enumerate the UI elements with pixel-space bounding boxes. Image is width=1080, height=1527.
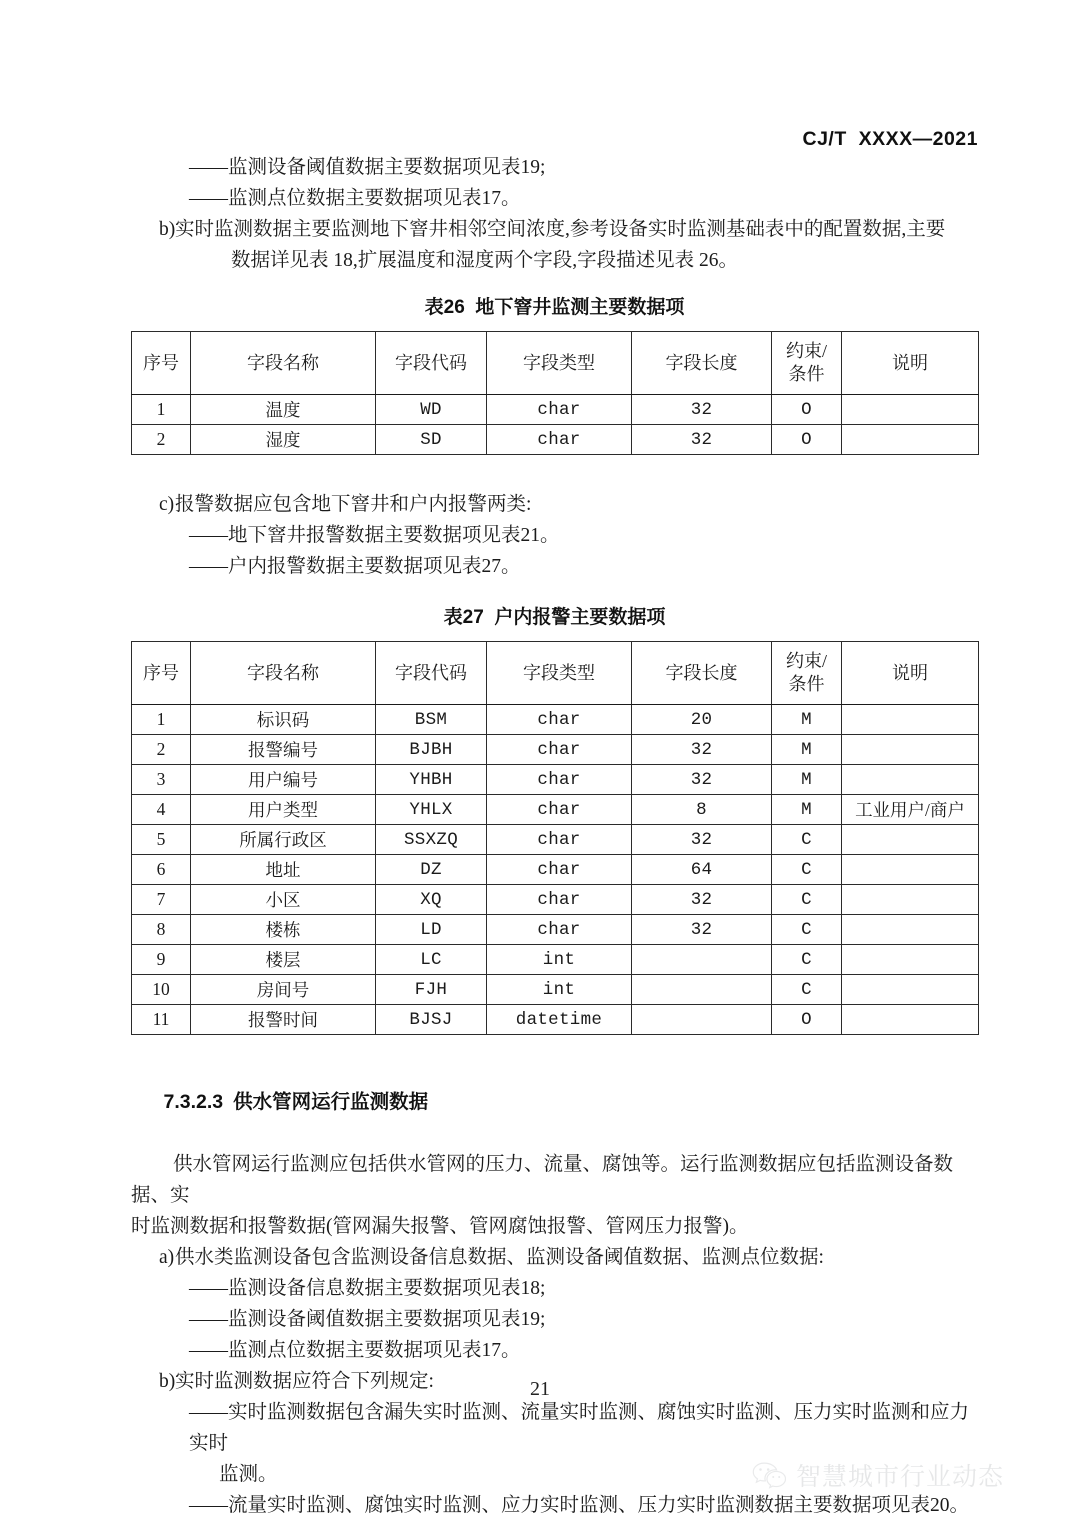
cell-code: LD bbox=[376, 915, 487, 945]
column-header-type: 字段类型 bbox=[487, 332, 632, 395]
cell-constraint: M bbox=[772, 705, 842, 735]
column-header-type: 字段类型 bbox=[487, 642, 632, 705]
list-item: ——监测设备阈值数据主要数据项见表19; bbox=[189, 157, 546, 178]
cell-type: char bbox=[487, 795, 632, 825]
page-content bbox=[131, 152, 978, 1521]
table26-header-row bbox=[132, 332, 979, 395]
table-row bbox=[132, 975, 979, 1005]
cell-seq: 6 bbox=[132, 855, 191, 885]
cell-desc bbox=[842, 855, 979, 885]
cell-name: 标识码 bbox=[191, 705, 376, 735]
cell-length: 32 bbox=[632, 885, 772, 915]
cell-length: 64 bbox=[632, 855, 772, 885]
column-header-name: 字段名称 bbox=[191, 642, 376, 705]
table26-body bbox=[132, 395, 979, 455]
cell-name: 小区 bbox=[191, 885, 376, 915]
cell-desc bbox=[842, 945, 979, 975]
cell-seq: 4 bbox=[132, 795, 191, 825]
table-row bbox=[132, 705, 979, 735]
table-row bbox=[132, 735, 979, 765]
cell-desc bbox=[842, 705, 979, 735]
list-item: ——户内报警数据主要数据项见表27。 bbox=[189, 556, 521, 577]
list-item-text: 报警数据应包含地下窨井和户内报警两类: bbox=[175, 494, 532, 515]
list-item-text: 实时监测数据主要监测地下窨井相邻空间浓度,参考设备实时监测基础表中的配置数据,主要 bbox=[175, 219, 946, 240]
list-item: ——地下窨井报警数据主要数据项见表21。 bbox=[189, 525, 560, 546]
table-row bbox=[132, 425, 979, 455]
table-row bbox=[132, 1005, 979, 1035]
table26-caption: 表26 地下窨井监测主要数据项 bbox=[424, 297, 685, 318]
table26 bbox=[131, 331, 979, 455]
table-row bbox=[132, 885, 979, 915]
cell-seq: 5 bbox=[132, 825, 191, 855]
cell-desc: 工业用户/商户 bbox=[842, 795, 979, 825]
column-header-seq: 序号 bbox=[132, 332, 191, 395]
cell-constraint: C bbox=[772, 855, 842, 885]
cell-desc bbox=[842, 765, 979, 795]
list-item-text: 实时监测数据应符合下列规定: bbox=[175, 1371, 434, 1392]
cell-type: char bbox=[487, 395, 632, 425]
cell-type: char bbox=[487, 825, 632, 855]
constraint-label-line2: 条件 bbox=[788, 674, 825, 694]
cell-name: 房间号 bbox=[191, 975, 376, 1005]
cell-name: 报警编号 bbox=[191, 735, 376, 765]
cell-code: DZ bbox=[376, 855, 487, 885]
column-header-constraint bbox=[772, 642, 842, 705]
cell-constraint: M bbox=[772, 765, 842, 795]
cell-length: 32 bbox=[632, 825, 772, 855]
column-header-desc: 说明 bbox=[842, 642, 979, 705]
list-item-cont: 监测。 bbox=[219, 1464, 278, 1485]
table27 bbox=[131, 641, 979, 1035]
cell-type: char bbox=[487, 705, 632, 735]
cell-seq: 1 bbox=[132, 395, 191, 425]
constraint-label-line2: 条件 bbox=[788, 364, 825, 384]
column-header-name: 字段名称 bbox=[191, 332, 376, 395]
cell-desc bbox=[842, 735, 979, 765]
cell-constraint: C bbox=[772, 975, 842, 1005]
cell-name: 用户编号 bbox=[191, 765, 376, 795]
list-marker: b) bbox=[159, 219, 176, 240]
table-row bbox=[132, 795, 979, 825]
cell-length: 32 bbox=[632, 395, 772, 425]
list-item-b-cont: 数据详见表 18,扩展温度和湿度两个字段,字段描述见表 26。 bbox=[231, 250, 739, 271]
table27-body bbox=[132, 705, 979, 1035]
cell-name: 报警时间 bbox=[191, 1005, 376, 1035]
cell-length bbox=[632, 1005, 772, 1035]
cell-type: char bbox=[487, 915, 632, 945]
cell-type: int bbox=[487, 975, 632, 1005]
list-item: ——监测点位数据主要数据项见表17。 bbox=[189, 1340, 521, 1361]
cell-code: BJBH bbox=[376, 735, 487, 765]
column-header-seq: 序号 bbox=[132, 642, 191, 705]
cell-constraint: O bbox=[772, 1005, 842, 1035]
cell-desc bbox=[842, 975, 979, 1005]
cell-desc bbox=[842, 915, 979, 945]
cell-constraint: O bbox=[772, 425, 842, 455]
cell-seq: 8 bbox=[132, 915, 191, 945]
cell-seq: 7 bbox=[132, 885, 191, 915]
list-item-c bbox=[131, 489, 978, 520]
table-row bbox=[132, 945, 979, 975]
table-row bbox=[132, 855, 979, 885]
list-marker: a) bbox=[159, 1247, 175, 1268]
cell-length bbox=[632, 945, 772, 975]
cell-constraint: M bbox=[772, 795, 842, 825]
cell-seq: 2 bbox=[132, 735, 191, 765]
list-item: ——监测设备信息数据主要数据项见表18; bbox=[189, 1278, 546, 1299]
cell-seq: 11 bbox=[132, 1005, 191, 1035]
cell-seq: 1 bbox=[132, 705, 191, 735]
cell-code: YHBH bbox=[376, 765, 487, 795]
cell-seq: 2 bbox=[132, 425, 191, 455]
cell-code: SSXZQ bbox=[376, 825, 487, 855]
column-header-length: 字段长度 bbox=[632, 332, 772, 395]
list-item-b bbox=[131, 214, 978, 245]
table27-caption: 表27 户内报警主要数据项 bbox=[443, 607, 666, 628]
section-paragraph-line1: 供水管网运行监测应包括供水管网的压力、流量、腐蚀等。运行监测数据应包括监测设备数据、实 bbox=[131, 1154, 954, 1206]
cell-length: 8 bbox=[632, 795, 772, 825]
cell-name: 用户类型 bbox=[191, 795, 376, 825]
cell-length bbox=[632, 975, 772, 1005]
table27-header-row bbox=[132, 642, 979, 705]
cell-desc bbox=[842, 395, 979, 425]
cell-desc bbox=[842, 1005, 979, 1035]
cell-code: XQ bbox=[376, 885, 487, 915]
table-row bbox=[132, 395, 979, 425]
watermark bbox=[752, 1457, 1004, 1493]
cell-length: 20 bbox=[632, 705, 772, 735]
table-row bbox=[132, 825, 979, 855]
cell-code: WD bbox=[376, 395, 487, 425]
cell-code: BJSJ bbox=[376, 1005, 487, 1035]
column-header-constraint bbox=[772, 332, 842, 395]
cell-constraint: C bbox=[772, 825, 842, 855]
cell-name: 楼栋 bbox=[191, 915, 376, 945]
cell-seq: 3 bbox=[132, 765, 191, 795]
cell-constraint: O bbox=[772, 395, 842, 425]
cell-code: YHLX bbox=[376, 795, 487, 825]
list-item: ——流量实时监测、腐蚀实时监测、应力实时监测、压力实时监测数据主要数据项见表20。 bbox=[189, 1495, 970, 1516]
list-item-text: 供水类监测设备包含监测设备信息数据、监测设备阈值数据、监测点位数据: bbox=[175, 1247, 824, 1268]
cell-desc bbox=[842, 425, 979, 455]
cell-type: char bbox=[487, 425, 632, 455]
cell-type: char bbox=[487, 855, 632, 885]
cell-code: BSM bbox=[376, 705, 487, 735]
cell-constraint: C bbox=[772, 885, 842, 915]
cell-length: 32 bbox=[632, 425, 772, 455]
cell-desc bbox=[842, 825, 979, 855]
cell-length: 32 bbox=[632, 765, 772, 795]
cell-length: 32 bbox=[632, 915, 772, 945]
cell-seq: 10 bbox=[132, 975, 191, 1005]
cell-name: 所属行政区 bbox=[191, 825, 376, 855]
cell-name: 地址 bbox=[191, 855, 376, 885]
cell-code: SD bbox=[376, 425, 487, 455]
cell-constraint: C bbox=[772, 945, 842, 975]
cell-type: char bbox=[487, 765, 632, 795]
list-marker: c) bbox=[159, 494, 175, 515]
section-heading bbox=[131, 1063, 978, 1137]
page-number: 21 bbox=[530, 1378, 550, 1400]
cell-seq: 9 bbox=[132, 945, 191, 975]
constraint-label-line1: 约束/ bbox=[785, 341, 827, 361]
column-header-code: 字段代码 bbox=[376, 642, 487, 705]
column-header-length: 字段长度 bbox=[632, 642, 772, 705]
cell-type: char bbox=[487, 885, 632, 915]
document-running-header: CJ/T XXXX—2021 bbox=[802, 128, 978, 150]
cell-code: LC bbox=[376, 945, 487, 975]
watermark-text: 智慧城市行业动态 bbox=[796, 1463, 1005, 1491]
cell-desc bbox=[842, 885, 979, 915]
cell-type: char bbox=[487, 735, 632, 765]
column-header-code: 字段代码 bbox=[376, 332, 487, 395]
cell-constraint: C bbox=[772, 915, 842, 945]
section-paragraph-line2: 时监测数据和报警数据(管网漏失报警、管网腐蚀报警、管网压力报警)。 bbox=[131, 1216, 749, 1237]
constraint-label-line1: 约束/ bbox=[785, 651, 827, 671]
cell-name: 楼层 bbox=[191, 945, 376, 975]
cell-constraint: M bbox=[772, 735, 842, 765]
cell-type: int bbox=[487, 945, 632, 975]
cell-name: 温度 bbox=[191, 395, 376, 425]
section-title: 供水管网运行监测数据 bbox=[233, 1091, 429, 1113]
cell-name: 湿度 bbox=[191, 425, 376, 455]
list-item: ——监测点位数据主要数据项见表17。 bbox=[189, 188, 521, 209]
cell-type: datetime bbox=[487, 1005, 632, 1035]
list-item-a bbox=[131, 1242, 978, 1273]
column-header-desc: 说明 bbox=[842, 332, 979, 395]
table-row bbox=[132, 915, 979, 945]
wechat-icon bbox=[752, 1461, 786, 1489]
table-row bbox=[132, 765, 979, 795]
list-item: ——实时监测数据包含漏失实时监测、流量实时监测、腐蚀实时监测、压力实时监测和应力实时 bbox=[189, 1402, 970, 1454]
list-item: ——监测设备阈值数据主要数据项见表19; bbox=[189, 1309, 546, 1330]
list-marker: b) bbox=[159, 1371, 176, 1392]
cell-code: FJH bbox=[376, 975, 487, 1005]
cell-length: 32 bbox=[632, 735, 772, 765]
section-number: 7.3.2.3 bbox=[163, 1091, 224, 1113]
